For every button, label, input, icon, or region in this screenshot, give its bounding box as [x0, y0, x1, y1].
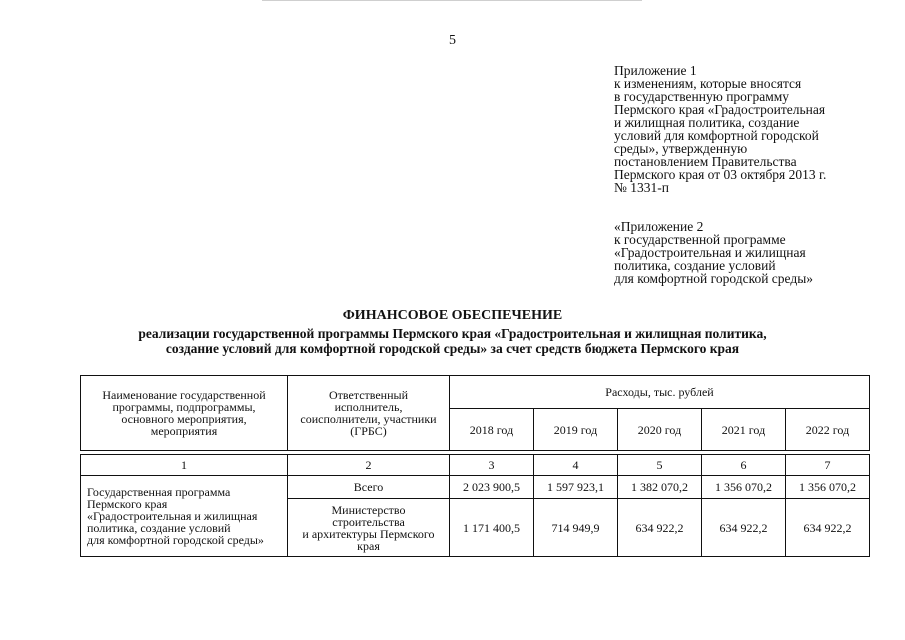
program-name-text: политика, создание условий	[87, 521, 231, 535]
table-row	[81, 476, 870, 499]
column-number: 5	[618, 455, 702, 476]
program-name-text: Пермского края	[87, 497, 168, 511]
document-title: ФИНАНСОВОЕ ОБЕСПЕЧЕНИЕ	[342, 308, 563, 323]
annex-2-line: «Градостроительная и жилищная	[614, 245, 806, 260]
header-text: соисполнители, участники	[300, 412, 437, 426]
header-year: 2020 год	[618, 409, 702, 451]
subtitle-line: создание условий для комфортной городской среды» за счет средств бюджета Пермского края	[165, 341, 740, 356]
page-number: 5	[449, 33, 456, 48]
header-text: программы, подпрограммы,	[112, 400, 256, 414]
column-number: 3	[450, 455, 534, 476]
executor-text: края	[357, 538, 380, 553]
value-cell: 1 171 400,5	[450, 499, 534, 557]
value-cell: 634 922,2	[702, 499, 786, 557]
column-number: 6	[702, 455, 786, 476]
program-name-text: «Градостроительная и жилищная	[87, 509, 258, 523]
header-year: 2019 год	[534, 409, 618, 451]
executor-cell	[288, 499, 450, 557]
value-cell: 1 597 923,1	[534, 476, 618, 499]
header-year: 2021 год	[702, 409, 786, 451]
value-cell: 2 023 900,5	[450, 476, 534, 499]
column-number: 1	[81, 455, 288, 476]
column-number: 7	[786, 455, 870, 476]
header-text: мероприятия	[150, 424, 218, 438]
annex-1-line: условий для комфортной городской	[614, 128, 819, 143]
value-cell: 1 356 070,2	[786, 476, 870, 499]
value-cell: 1 382 070,2	[618, 476, 702, 499]
annex-1-line: Пермского края «Градостроительная	[614, 102, 826, 117]
top-rule	[262, 0, 642, 1]
header-year: 2022 год	[786, 409, 870, 451]
value-cell: 1 356 070,2	[702, 476, 786, 499]
value-cell: 634 922,2	[786, 499, 870, 557]
column-number-row	[81, 455, 870, 476]
financing-table	[80, 375, 870, 557]
executor-text: строительства	[332, 514, 405, 529]
annex-1-line: среды», утвержденную	[614, 141, 748, 156]
column-number: 2	[288, 455, 450, 476]
annex-1-line: № 1331-п	[614, 180, 669, 195]
value-cell: 714 949,9	[534, 499, 618, 557]
header-executor	[288, 376, 450, 451]
annex-2-line: для комфортной городской среды»	[614, 271, 814, 286]
value-cell: 634 922,2	[618, 499, 702, 557]
annex-1-line: в государственную программу	[614, 89, 790, 104]
program-name-text: Государственная программа	[87, 485, 231, 499]
annex-1-line: Приложение 1	[614, 63, 697, 78]
header-text: (ГРБС)	[350, 424, 387, 438]
header-text: исполнитель,	[334, 400, 403, 414]
header-year: 2018 год	[450, 409, 534, 451]
annex-1-line: и жилищная политика, создание	[614, 115, 800, 130]
executor-text: Министерство	[331, 502, 406, 517]
subtitle-line: реализации государственной программы Пермского края «Градостроительная и жилищная политика,	[138, 326, 767, 341]
annex-1-block	[614, 64, 874, 194]
header-program-name	[81, 376, 288, 451]
program-name-cell	[81, 476, 288, 557]
annex-1-line: постановлением Правительства	[614, 154, 797, 169]
column-number: 4	[534, 455, 618, 476]
annex-2-line: к государственной программе	[614, 232, 786, 247]
header-expenses: Расходы, тыс. рублей	[450, 376, 870, 409]
header-text: Ответственный	[328, 388, 409, 402]
annex-2-block	[614, 220, 874, 285]
annex-2-line: политика, создание условий	[614, 258, 776, 273]
program-name-text: для комфортной городской среды»	[87, 533, 264, 547]
header-text: Наименование государственной	[102, 388, 266, 402]
executor-cell: Всего	[288, 476, 450, 499]
document-subtitle	[0, 326, 905, 356]
annex-1-line: Пермского края от 03 октября 2013 г.	[614, 167, 827, 182]
annex-2-line: «Приложение 2	[614, 219, 704, 234]
header-text: основного мероприятия,	[121, 412, 247, 426]
executor-text: и архитектуры Пермского	[302, 526, 435, 541]
annex-1-line: к изменениям, которые вносятся	[614, 76, 802, 91]
